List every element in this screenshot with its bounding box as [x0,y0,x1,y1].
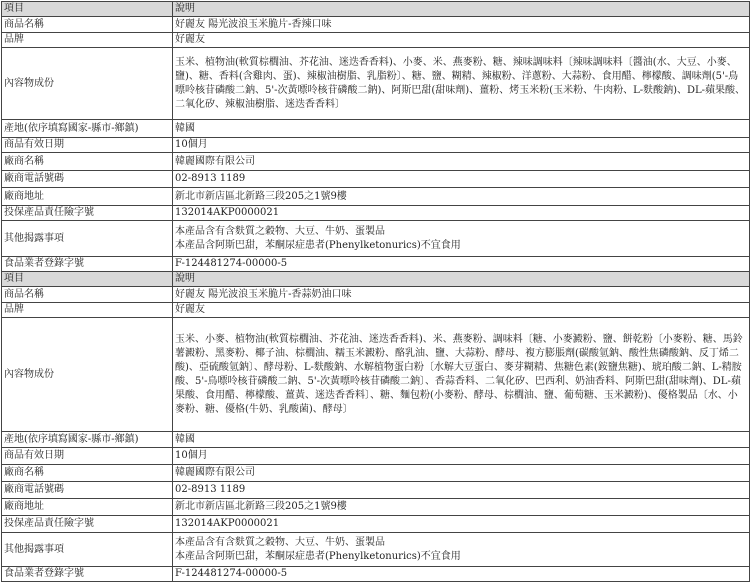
row-label-address: 廠商地址 [2,188,173,206]
table-row [2,465,750,482]
row-label-brand: 品牌 [2,33,173,48]
header-item-label: 項目 [2,272,173,287]
table-row [2,17,750,33]
table-row [2,533,750,567]
product-maker: 韓麗國際有限公司 [173,465,750,482]
aspartame-note: 本產品含阿斯巴甜，苯酮尿症患者(Phenylketonurics)不宜食用 [175,550,461,562]
row-label-other: 其他揭露事項 [2,221,173,257]
table-row [2,482,750,499]
product-maker: 韓麗國際有限公司 [173,153,750,171]
product-phone: 02-8913 1189 [173,482,750,499]
row-label-brand: 品牌 [2,303,173,318]
row-label-phone: 廠商電話號碼 [2,171,173,188]
product-origin: 韓國 [173,120,750,138]
product-address: 新北市新店區北新路三段205之1號9樓 [173,499,750,516]
product-food-reg: F-124481274-00000-5 [173,567,750,582]
header-desc-label: 說明 [173,2,750,17]
row-label-ingredients: 內容物成份 [2,48,173,120]
product-food-reg: F-124481274-00000-5 [173,257,750,272]
table-row [2,188,750,206]
row-label-insurance: 投保產品責任險字號 [2,516,173,533]
row-label-insurance: 投保產品責任險字號 [2,206,173,221]
allergen-note: 本產品含有含麩質之穀物、大豆、牛奶、蛋製品 [175,225,385,237]
product-other-notes [173,533,750,567]
product-ingredients: 玉米、植物油(軟質棕櫚油、芥花油、迷迭香香料)、小麥、米、燕麥粉、糖、辣味調味料〔辣味調味料〔醬油(水、大豆、小麥、鹽)、糖、香料(含雞肉、蛋)、辣椒油樹脂、乳脂粉〕、糖、鹽、糊精、辣椒粉、洋蔥粉、大蒜粉、食用醋、檸檬酸、調味劑(5'-鳥嘌呤核苷磷酸二鈉、5'-次黃嘌呤核苷磷酸二鈉)、阿斯巴甜(甜味劑)、薑粉、烤玉米粉(玉米粉、牛肉粉、L-麩酸鈉)、DL-蘋果酸、二氧化矽、辣椒油樹脂、迷迭香香料〕 [173,48,750,120]
table-row [2,287,750,303]
product-brand: 好麗友 [173,33,750,48]
product-shelf-life: 10個月 [173,138,750,153]
product-other-notes [173,221,750,257]
row-label-maker: 廠商名稱 [2,465,173,482]
header-item-label: 項目 [2,2,173,17]
product-origin: 韓國 [173,432,750,448]
row-label-origin: 產地(依序填寫國家-縣市-鄉鎮) [2,120,173,138]
row-label-food-reg: 食品業者登錄字號 [2,567,173,582]
product-spec-table [1,1,750,582]
table-row [2,499,750,516]
aspartame-note: 本產品含阿斯巴甜，苯酮尿症患者(Phenylketonurics)不宜食用 [175,239,461,251]
table-row [2,48,750,120]
row-label-other: 其他揭露事項 [2,533,173,567]
product-name: 好麗友 陽光波浪玉米脆片-香蒜奶油口味 [173,287,750,303]
table-row [2,318,750,432]
row-label-name: 商品名稱 [2,17,173,33]
product-insurance: 132014AKP0000021 [173,206,750,221]
table-row [2,206,750,221]
product-insurance: 132014AKP0000021 [173,516,750,533]
row-label-food-reg: 食品業者登錄字號 [2,257,173,272]
table-row [2,153,750,171]
table-header-row [2,2,750,17]
table-row [2,567,750,582]
row-label-shelf-life: 商品有效日期 [2,448,173,465]
row-label-phone: 廠商電話號碼 [2,482,173,499]
table-row [2,33,750,48]
product-ingredients: 玉米、小麥、植物油(軟質棕櫚油、芥花油、迷迭香香料)、米、燕麥粉、調味料〔糖、小麥澱粉、鹽、餅乾粉〔小麥粉、糖、馬鈴薯澱粉、黑麥粉、椰子油、棕櫚油、糯玉米澱粉、酪乳油、鹽、大蒜粉、酵母、複方膨脹劑(碳酸氫鈉、酸性焦磷酸鈉、反丁烯二酸)、亞硫酸氫鈉〕、酵母粉、L-麩酸鈉、水解植物蛋白粉〔水解大豆蛋白、麥芽糊精、焦糖色素(銨鹽焦糖)、琥珀酸二鈉、L-精胺酸、5'-鳥嘌呤核苷磷酸二鈉、5'-次黃嘌呤核苷磷酸二鈉〕、香蒜香料、二氧化矽、巴西利、奶油香料、阿斯巴甜(甜味劑)、DL-蘋果酸、食用醋、檸檬酸、薑黃、迷迭香香料〕、糖、麵包粉(小麥粉、酵母、棕櫚油、鹽、葡萄糖、玉米澱粉)、優格製品〔水、小麥粉、糖、優格(牛奶、乳酸菌)、酵母〕 [173,318,750,432]
product-shelf-life: 10個月 [173,448,750,465]
row-label-maker: 廠商名稱 [2,153,173,171]
product-phone: 02-8913 1189 [173,171,750,188]
table-row [2,171,750,188]
row-label-address: 廠商地址 [2,499,173,516]
table-row [2,448,750,465]
table-row [2,138,750,153]
table-row [2,303,750,318]
allergen-note: 本產品含有含麩質之穀物、大豆、牛奶、蛋製品 [175,536,385,548]
table-row [2,120,750,138]
table-row [2,257,750,272]
header-desc-label: 說明 [173,272,750,287]
table-header-row [2,272,750,287]
row-label-shelf-life: 商品有效日期 [2,138,173,153]
table-row [2,432,750,448]
row-label-name: 商品名稱 [2,287,173,303]
product-brand: 好麗友 [173,303,750,318]
table-row [2,221,750,257]
table-row [2,516,750,533]
product-address: 新北市新店區北新路三段205之1號9樓 [173,188,750,206]
product-name: 好麗友 陽光波浪玉米脆片-香辣口味 [173,17,750,33]
row-label-ingredients: 內容物成份 [2,318,173,432]
row-label-origin: 產地(依序填寫國家-縣市-鄉鎮) [2,432,173,448]
